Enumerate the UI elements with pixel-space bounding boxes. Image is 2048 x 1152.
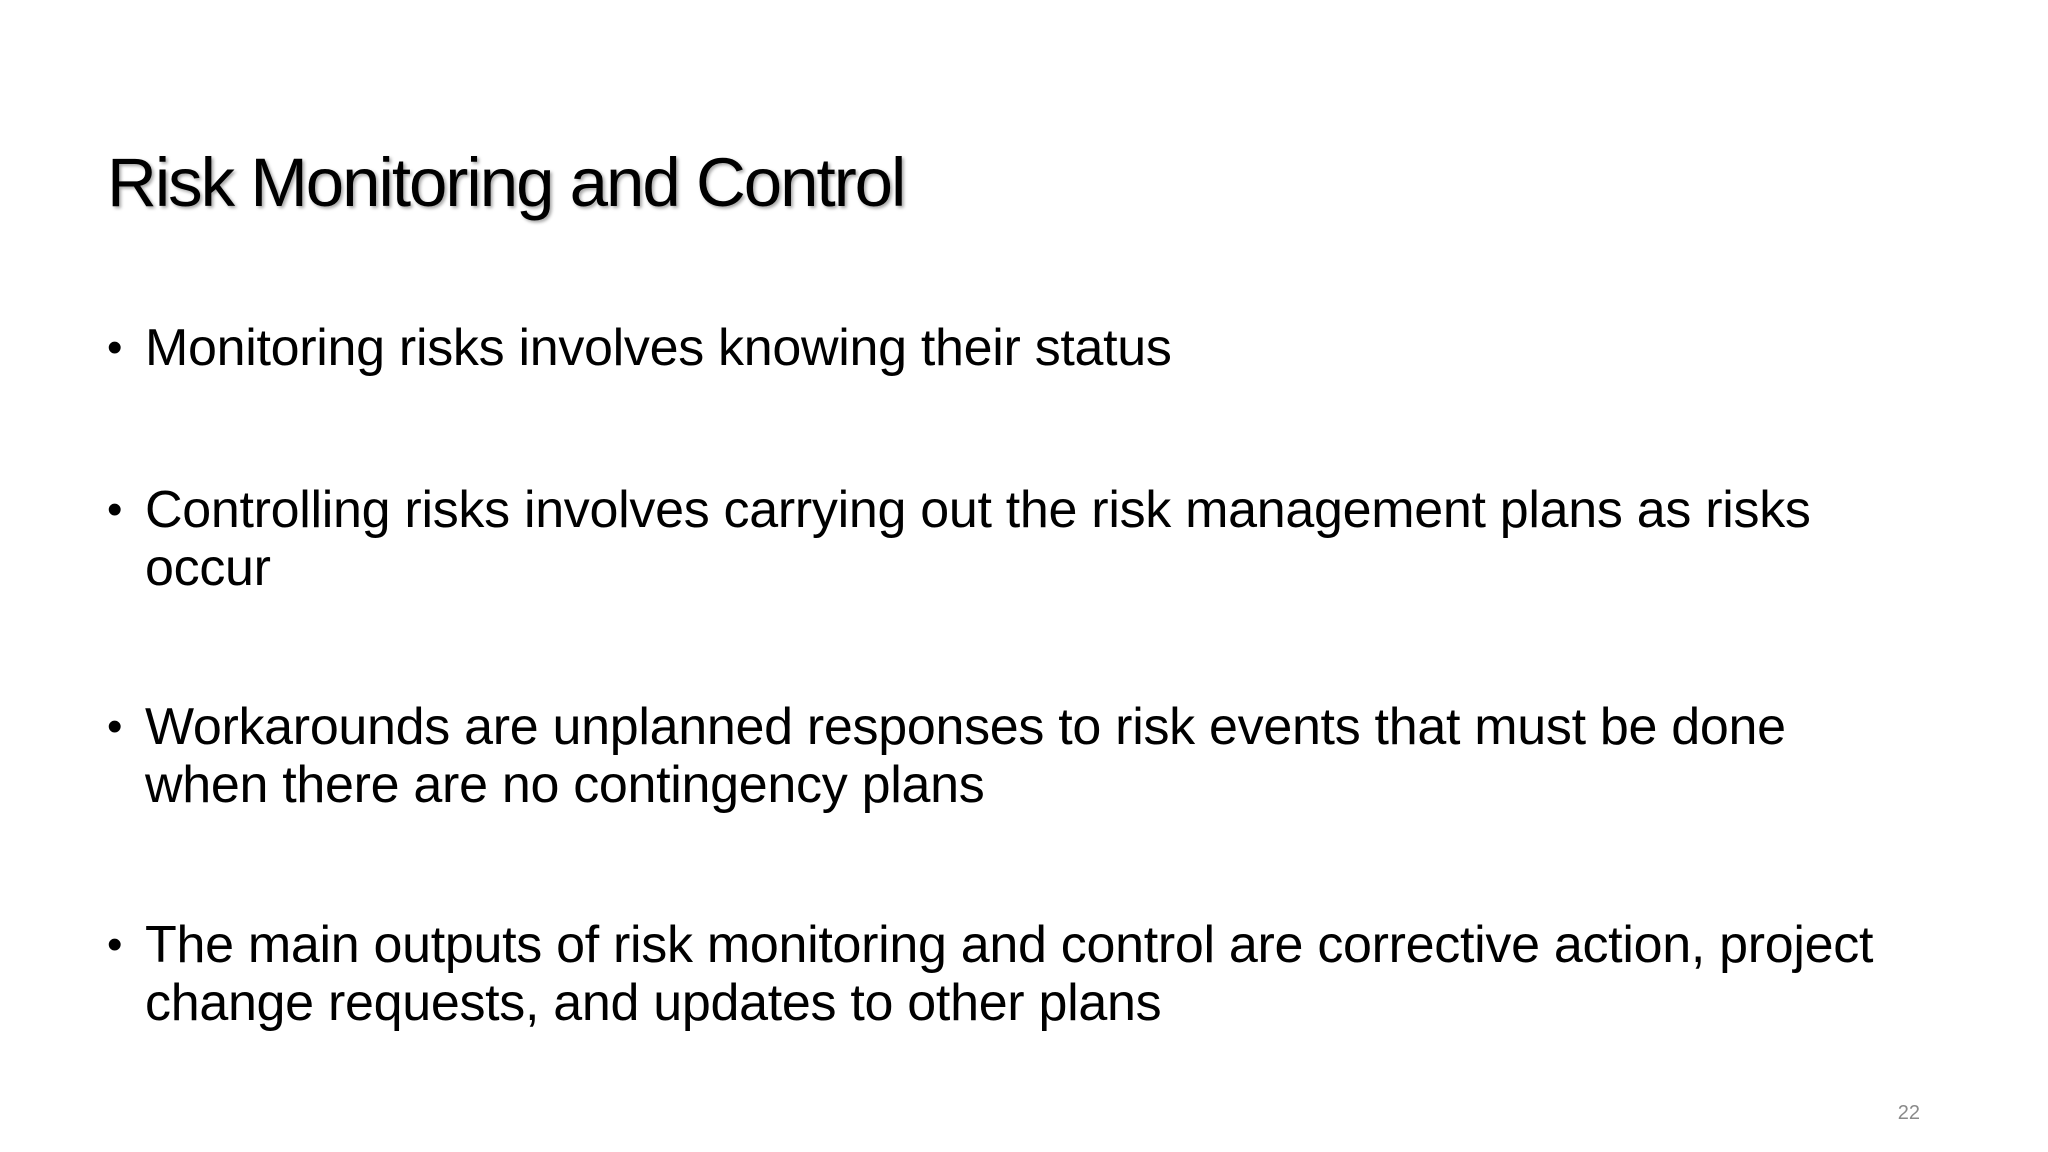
bullet-text: Controlling risks involves carrying out the risk management plans as risks occur — [145, 481, 1811, 597]
bullet-text: The main outputs of risk monitoring and control are corrective action, project change requests, and updates to other plans — [145, 916, 1874, 1032]
page-number: 22 — [1897, 1102, 1920, 1124]
bullet-item — [107, 698, 1907, 814]
bullet-icon: • — [107, 323, 123, 372]
bullet-text: Workarounds are unplanned responses to risk events that must be done when there are no contingency plans — [145, 698, 1786, 814]
bullet-text: Monitoring risks involves knowing their status — [145, 319, 1172, 377]
bullet-icon: • — [107, 702, 123, 751]
slide-title: Risk Monitoring and Control — [107, 144, 905, 221]
bullet-icon: • — [107, 920, 123, 969]
bullet-item — [107, 916, 1907, 1032]
bullet-item — [107, 319, 1907, 377]
bullet-icon: • — [107, 485, 123, 534]
bullet-item — [107, 481, 1907, 597]
